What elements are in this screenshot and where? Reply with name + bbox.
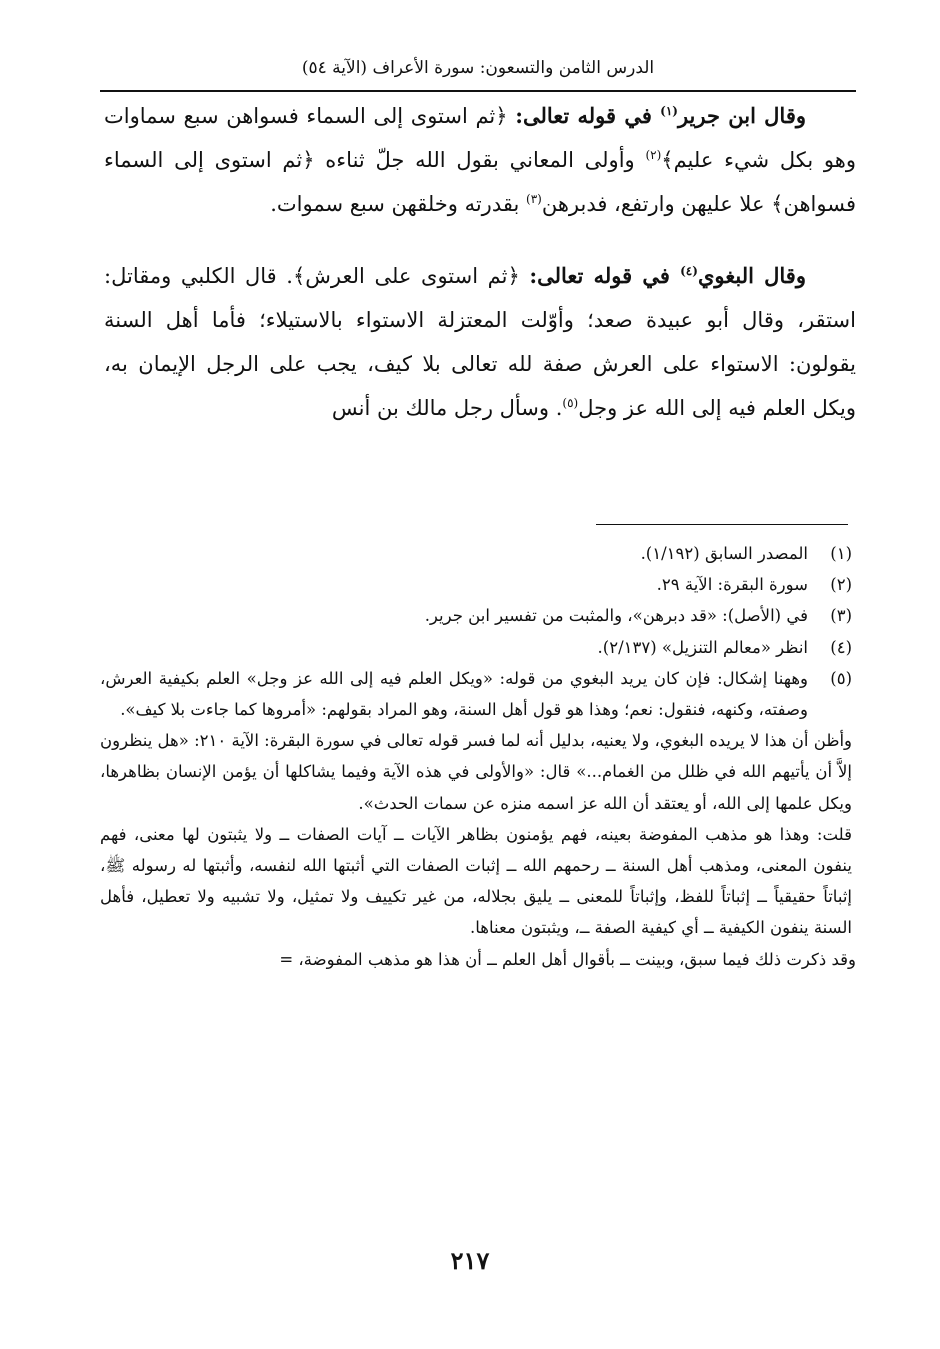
paragraph-lead — [529, 263, 806, 288]
header-rule — [100, 90, 856, 92]
footnote-number: (٣) — [830, 606, 852, 626]
page-number: ٢١٧ — [450, 1246, 490, 1275]
footnote-text: وههنا إشكال: فإن كان يريد البغوي من قوله: «ويكل العلم فيه إلى الله عز وجل» العلم بكيفية العرش، وصفته، وكنهه، فنقول: نعم؛ وهذا هو قول أهل السنة، وهو المراد بقولهم: «أمروها كما جاءت بلا كيف». — [100, 668, 808, 720]
paragraph-text: بقدرته وخلقهن سبع سموات. — [270, 192, 526, 216]
lead-tail: في قوله تعالى: — [529, 263, 681, 288]
footnote-ref[interactable]: (٤) — [680, 264, 698, 278]
footnote-item — [100, 663, 852, 725]
footnote-text: انظر «معالم التنزيل» (٢/١٣٧). — [597, 637, 808, 657]
footnote-number: (٢) — [830, 575, 852, 595]
footnote-text: في (الأصل): «قد دبرهن»، والمثبت من تفسير ابن جرير. — [424, 606, 808, 626]
paragraph-ibn-jarir — [104, 94, 856, 226]
paragraph-text: وأولى المعاني بقول الله جلّ ثناءه ﴿ثم استوى إلى السماء فسواهن﴾ علا عليهن وارتفع، فدبرهن — [104, 148, 856, 216]
footnote-number: (٥) — [830, 668, 852, 688]
footnote-text: المصدر السابق (١/١٩٢). — [640, 544, 808, 563]
footnotes — [100, 538, 856, 975]
paragraph-text: . وسأل رجل مالك بن أنس — [331, 396, 563, 420]
footnote-ref[interactable]: (١) — [660, 104, 678, 118]
paragraph-lead — [515, 103, 806, 128]
lead-text: وقال ابن جرير — [677, 103, 807, 128]
footnote-continuation: وأظن أن هذا لا يريده البغوي، ولا يعنيه، بدليل أنه لما فسر قوله تعالى في سورة البقرة: الآية ٢١٠: «هل ينظرون إلاَّ أن يأتيهم الله في ظلل من الغمام...» قال: «والأولى في هذه الآية وفيما يشاكلها أن يؤمن الإنسان بظاهرها، ويكل علمها إلى الله، أو يعتقد أن الله عز اسمه منزه عن سمات الحدث». — [100, 731, 853, 813]
footnote-ref[interactable]: (٣) — [526, 192, 542, 206]
running-header: الدرس الثامن والتسعون: سورة الأعراف (الآية ٥٤) — [301, 58, 655, 78]
paragraph-text: ﴿ثم استوى على العرش﴾. قال الكلبي ومقاتل: استقر، وقال أبو عبيدة صعد؛ وأوّلت المعتزلة الاستواء بالاستيلاء؛ فأما أهل السنة يقولون: الاستواء على العرش صفة لله تعالى بلا كيف، يجب على الرجل الإيمان به، ويكل العلم فيه إلى الله عز وجل — [104, 264, 856, 420]
lead-tail: في قوله تعالى: — [515, 103, 661, 128]
footnote-ref[interactable]: (٢) — [645, 148, 662, 162]
lead-text: وقال البغوي — [697, 263, 806, 288]
paragraph-text: ﴿ثم استوى إلى السماء فسواهن سبع سماوات وهو بكل شيء عليم﴾ — [104, 104, 856, 172]
footnote-ref[interactable]: (٥) — [562, 396, 579, 410]
paragraph-baghawi — [104, 254, 856, 430]
footnote-number: (٤) — [830, 637, 852, 657]
footnote-separator — [596, 524, 848, 525]
main-text — [104, 94, 856, 430]
footnote-continuation: قلت: وهذا هو مذهب المفوضة بعينه، فهم يؤمنون بظاهر الآيات ــ آيات الصفات ــ ولا يثبتون لها معنى، فهم ينفون المعنى، ومذهب أهل السنة ــ رحمهم الله ــ إثبات الصفات التي أثبتها الله لنفسه، وأثبتها له رسوله ﷺ، إثباتاً حقيقياً ــ إثباتاً للفظ، وإثباتاً للمعنى ــ يليق بجلاله، من غير تكييف ولا تمثيل، ولا تشبيه ولا تعطيل، فأهل السنة ينفون الكيفية ــ أي كيفية الصفة ــ، ويثبتون معناها. — [100, 824, 852, 938]
footnote-item — [100, 632, 852, 663]
footnote-item — [100, 538, 852, 569]
footnote-item — [100, 600, 852, 631]
footnote-item — [100, 569, 852, 600]
footnote-number: (١) — [830, 544, 852, 563]
footnote-text: سورة البقرة: الآية ٢٩. — [656, 575, 808, 595]
footnote-continuation: وقد ذكرت ذلك فيما سبق، وبينت ــ بأقوال أهل العلم ــ أن هذا هو مذهب المفوضة، = — [279, 949, 856, 969]
